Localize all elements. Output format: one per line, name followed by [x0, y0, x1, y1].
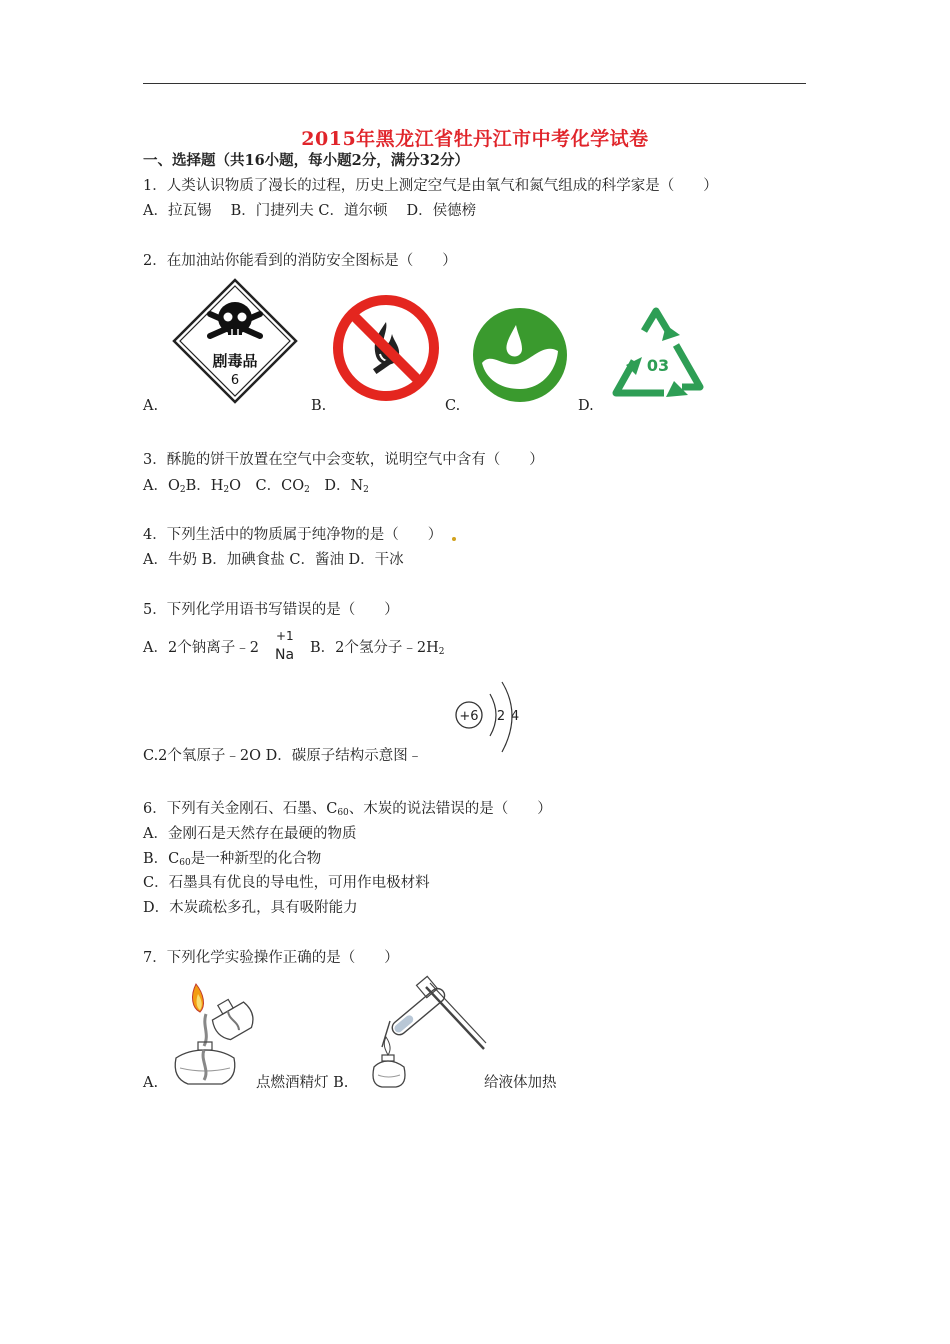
carbon-atom-diagram [452, 672, 532, 760]
question-5-option-b: B．2个氢分子$﹣2H_2$ [310, 640, 445, 657]
question-6-option-d: D．木炭疏松多孔，具有吸附能力 [143, 900, 358, 916]
section-heading: 一、选择题（共16小题，每小题2分，满分32分） [143, 152, 469, 169]
toxic-sign-icon [172, 278, 298, 404]
sodium-charge: +1 [276, 629, 294, 643]
question-5-stem: 5．下列化学用语书写错误的是（ ） [143, 602, 399, 618]
stray-dot [452, 537, 456, 541]
question-5-option-a: A．2个钠离子﹣2 [143, 640, 259, 656]
question-6-stem: 6．下列有关金刚石、石墨、$C_{60}$、木炭的说法错误的是（ ） [143, 801, 552, 818]
shell-1-electrons: 2 [496, 709, 506, 724]
option-b-label: B. [311, 398, 327, 414]
question-7-option-b-caption: 给液体加热 [484, 1075, 557, 1091]
question-1-stem: 1．人类认识物质了漫长的过程，历史上测定空气是由氧气和氮气组成的科学家是（ ） [143, 178, 718, 194]
question-6-option-b: B．$C_{60}$是一种新型的化合物 [143, 851, 322, 868]
question-1-options: A．拉瓦锡 B．门捷列夫 C．道尔顿 D．侯德榜 [143, 203, 477, 219]
header-rule [143, 83, 806, 84]
sodium-ion-symbol [274, 630, 300, 666]
question-4-stem: 4．下列生活中的物质属于纯净物的是（ ） [143, 527, 443, 543]
question-2-stem: 2．在加油站你能看到的消防安全图标是（ ） [143, 253, 457, 269]
question-7-option-a-label: A. [143, 1075, 159, 1091]
shell-2-electrons: 4 [510, 709, 520, 724]
nucleus-charge: +6 [459, 709, 479, 724]
question-4-options: A．牛奶 B．加碘食盐 C．酱油 D．干冰 [143, 552, 404, 568]
alcohol-lamp-lighting-figure [162, 982, 262, 1088]
question-7-stem: 7．下列化学实验操作正确的是（ ） [143, 950, 399, 966]
water-saving-sign-icon [472, 307, 568, 403]
option-d-label: D. [578, 398, 594, 414]
question-3-options: A．$O_2B$．$H_2O$ C．$CO_2$ D．$N_2$ [143, 478, 369, 495]
option-a-label: A. [143, 398, 159, 414]
heating-liquid-figure [368, 975, 488, 1089]
sodium-symbol: Na [275, 647, 295, 663]
page-title: 2015年黑龙江省牡丹江市中考化学试卷 [301, 128, 649, 150]
toxic-sign-number: 6 [230, 373, 240, 388]
question-5-options-cd: C.2个氧原子﹣2O D．碳原子结构示意图﹣ [143, 748, 423, 764]
question-6-option-a: A．金刚石是天然存在最硬的物质 [143, 826, 357, 842]
question-6-option-c: C．石墨具有优良的导电性，可用作电极材料 [143, 875, 430, 891]
question-7-option-a-caption: 点燃酒精灯 B. [256, 1075, 349, 1091]
question-3-stem: 3．酥脆的饼干放置在空气中会变软，说明空气中含有（ ） [143, 452, 544, 468]
recycle-sign-icon [604, 305, 712, 401]
option-c-label: C. [445, 398, 461, 414]
recycle-sign-number: 03 [646, 356, 670, 375]
no-fire-sign-icon [332, 294, 440, 402]
toxic-sign-text: 剧毒品 [212, 352, 258, 370]
